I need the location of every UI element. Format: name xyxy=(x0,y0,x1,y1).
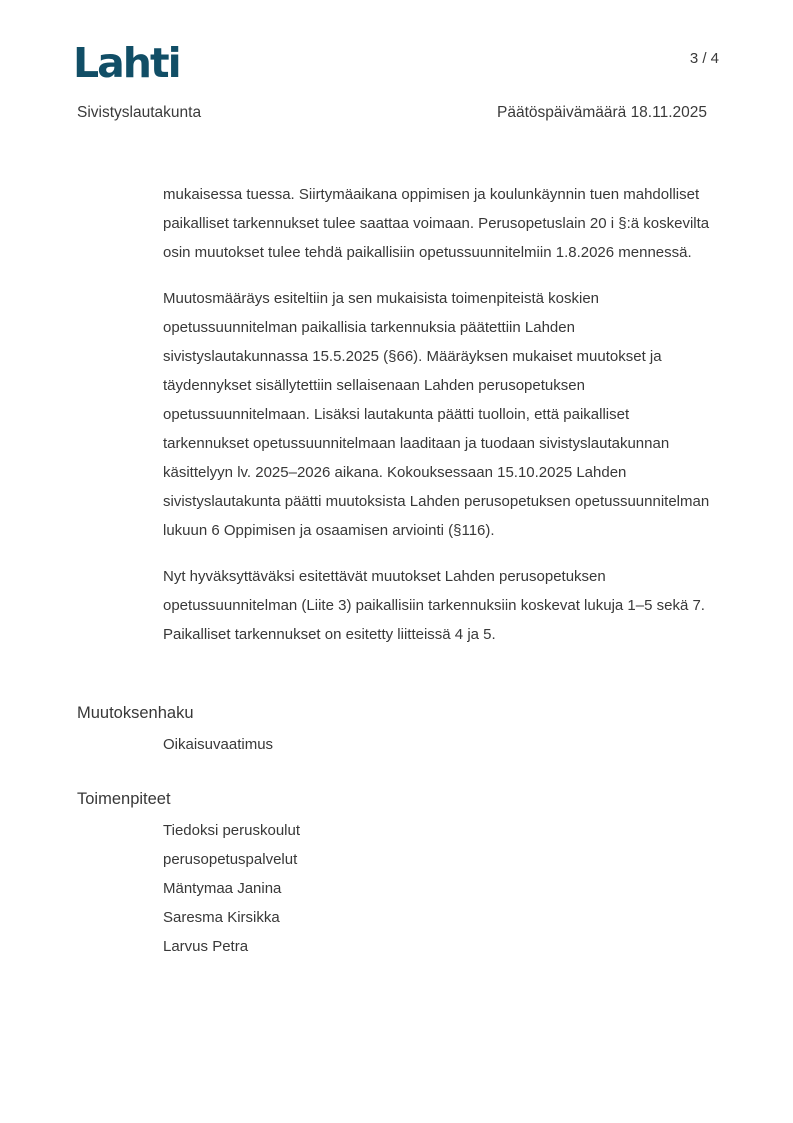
list-item: Oikaisuvaatimus xyxy=(163,736,274,753)
list-item: Larvus Petra xyxy=(163,938,249,955)
list-item: perusopetuspalvelut xyxy=(163,851,298,868)
section-items xyxy=(163,816,716,961)
paragraph: mukaisessa tuessa. Siirtymäaikana oppimisen ja koulunkäynnin tuen mahdolliset paikalliset tarkennukset tulee saattaa voimaan. Perusopetuslain 20 i §:ä koskevilta osin muutokset tulee tehdä paikallisiin opetussuunnitelmiin 1.8.2026 mennessä. xyxy=(163,186,710,261)
section-muutoksenhaku xyxy=(77,702,716,759)
section-items xyxy=(163,730,716,759)
lahti-logo: Lahti xyxy=(73,39,180,87)
section-toimenpiteet xyxy=(77,788,716,961)
page-number: 3 / 4 xyxy=(689,50,719,67)
list-item: Saresma Kirsikka xyxy=(163,909,280,926)
list-item: Tiedoksi peruskoulut xyxy=(163,822,301,839)
decision-date: Päätöspäivämäärä 18.11.2025 xyxy=(497,104,707,121)
list-item: Mäntymaa Janina xyxy=(163,880,282,897)
body-text xyxy=(163,180,715,666)
section-heading-toimenpiteet: Toimenpiteet xyxy=(77,790,171,808)
document-meta-row xyxy=(77,104,707,122)
paragraph: Nyt hyväksyttäväksi esitettävät muutokset Lahden perusopetuksen opetussuunnitelman (Liite 3) paikallisiin tarkennuksiin koskevat lukuja 1–5 sekä 7. Paikalliset tarkennukset on esitetty liitteissä 4 ja 5. xyxy=(163,568,705,643)
paragraph: Muutosmääräys esiteltiin ja sen mukaisista toimenpiteistä koskien opetussuunnitelman paikallisia tarkennuksia päätettiin Lahden sivistyslautakunnassa 15.5.2025 (§66). Määräyksen mukaiset muutokset ja täydennykset sisällytettiin sellaisenaan Lahden perusopetuksen opetussuunnitelmaan. Lisäksi lautakunta päätti tuolloin, että paikalliset tarkennukset opetussuunnitelmaan laaditaan ja tuodaan sivistyslautakunnan käsittelyyn lv. 2025–2026 aikana. Kokouksessaan 15.10.2025 Lahden sivistyslautakunta päätti muutoksista Lahden perusopetuksen opetussuunnitelman lukuun 6 Oppimisen ja osaamisen arviointi (§116). xyxy=(163,290,710,539)
committee-name: Sivistyslautakunta xyxy=(77,104,202,121)
section-heading-muutoksenhaku: Muutoksenhaku xyxy=(77,704,194,722)
